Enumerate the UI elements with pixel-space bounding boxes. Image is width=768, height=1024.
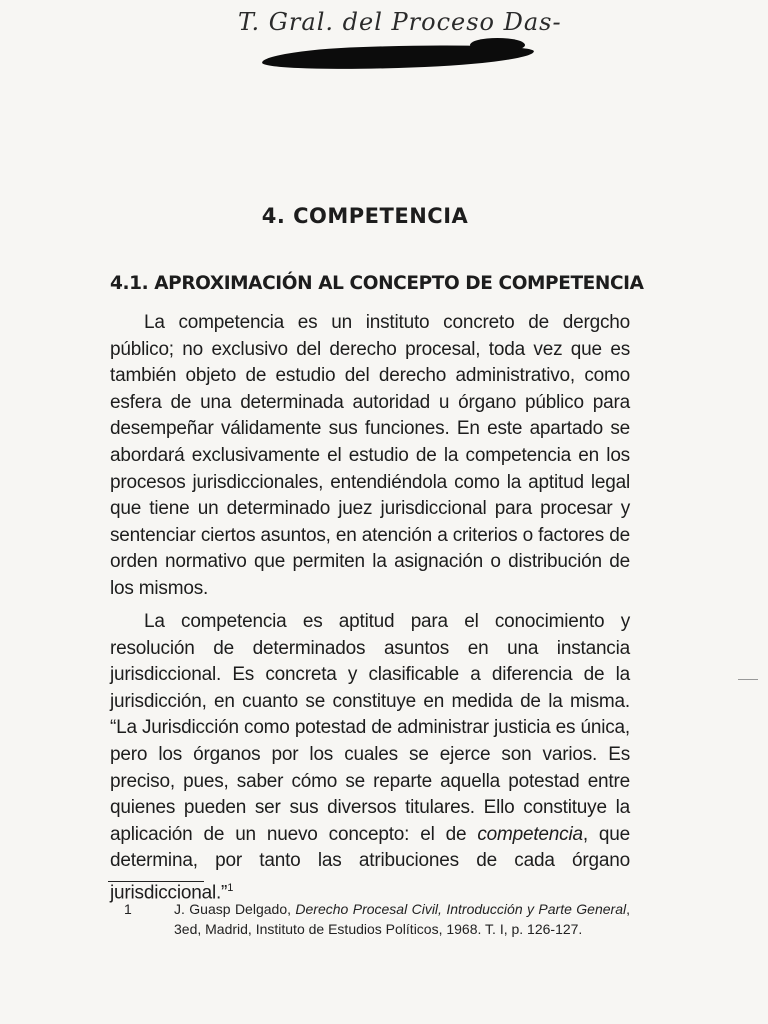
footnote-reference[interactable]: 1 <box>227 881 234 894</box>
emphasis-competencia: competencia <box>477 823 583 845</box>
redaction-mark-extra <box>470 38 525 52</box>
handwritten-note: T. Gral. del Proceso Das- <box>238 8 562 36</box>
footnote-number: 1 <box>124 901 132 917</box>
footnote-text <box>174 899 630 939</box>
body-paragraph-2 <box>110 609 630 907</box>
chapter-title: 4. COMPETENCIA <box>261 204 469 229</box>
footnote-rule <box>108 881 204 882</box>
paragraph-2-text-end: , que determina, por tanto las atribuciones de cada órgano jurisdiccional.” <box>110 823 631 904</box>
paragraph-2-text: La competencia es aptitud para el conocimiento y resolución de determinados asuntos en una instancia jurisdiccional. Es concreta y clasificable a diferencia de la jurisdicción, en cuanto se constituye en medida de la misma. “La Jurisdicción como potestad de administrar justicia es única, pero los órganos por los cuales se ejerce son varios. Es preciso, pues, saber cómo se reparte aquella potestad entre quienes pueden ser sus diversos titulares. Ello constituye la aplicación de un nuevo concepto: el de <box>110 611 630 845</box>
footnote-author: J. Guasp Delgado, <box>174 901 296 917</box>
body-paragraph-1: La competencia es un instituto concreto de dergcho público; no exclusivo del derecho procesal, toda vez que es también objeto de estudio del derecho administrativo, como esfera de una determinada autoridad u órgano público para desempeñar válidamente sus funciones. En este apartado se abordará exclusivamente el estudio de la competencia en los procesos jurisdiccionales, entendiéndola como la aptitud legal que tiene un determinado juez jurisdiccional para procesar y sentenciar ciertos asuntos, en atención a criterios o factores de orden normativo que permiten la asignación o distribución de los mismos. <box>110 312 630 599</box>
scan-speck <box>738 679 758 680</box>
footnote-book-title: Derecho Procesal Civil, Introducción y Parte General <box>295 901 627 917</box>
section-title: 4.1. APROXIMACIÓN AL CONCEPTO DE COMPETENCIA <box>110 273 644 295</box>
footnote-publication: , 3ed, Madrid, Instituto de Estudios Políticos, 1968. T. I, p. 126-127. <box>174 901 630 937</box>
